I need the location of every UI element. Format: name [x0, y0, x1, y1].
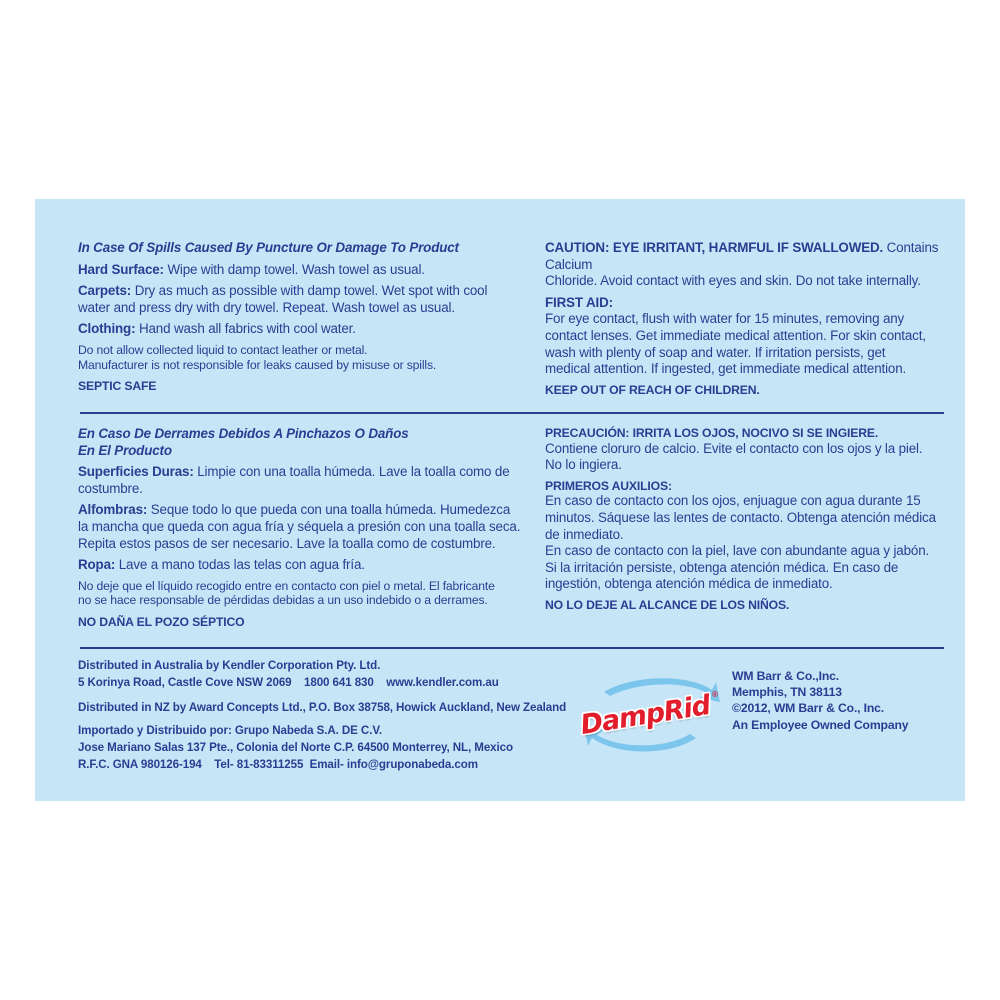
- english-hard-surface: Hard Surface: Wipe with damp towel. Wash towel as usual.: [78, 261, 425, 277]
- distribution-nz: Distributed in NZ by Award Concepts Ltd., P.O. Box 38758, Howick Auckland, New Zealand: [78, 701, 567, 714]
- spanish-first-aid-line: minutos. Sáquese las lentes de contacto. Obtenga atención médica: [545, 509, 936, 525]
- spanish-first-aid-line: ingestión, obtenga atención médica de inmediato.: [545, 576, 833, 592]
- english-note-1: Do not allow collected liquid to contact leather or metal.: [78, 342, 368, 357]
- spanish-note-1: No deje que el líquido recogido entre en contacto con piel o metal. El fabricante: [78, 578, 495, 593]
- spanish-first-aid-line: de inmediato.: [545, 526, 624, 542]
- english-first-aid-line: For eye contact, flush with water for 15 minutes, removing any: [545, 311, 905, 327]
- distribution-au: Distributed in Australia by Kendler Corporation Pty. Ltd.: [78, 659, 381, 672]
- divider-english-spanish: [80, 412, 944, 414]
- logo-registered-mark: ®: [712, 690, 718, 699]
- english-septic-safe: SEPTIC SAFE: [78, 379, 157, 394]
- english-note-2: Manufacturer is not responsible for leaks caused by misuse or spills.: [78, 357, 437, 372]
- english-first-aid-line: wash with plenty of soap and water. If irritation persists, get: [545, 344, 886, 360]
- english-caution: CAUTION: EYE IRRITANT, HARMFUL IF SWALLOWED. Contains Calcium: [545, 240, 939, 272]
- spanish-first-aid-line: En caso de contacto con la piel, lave con abundante agua y jabón.: [545, 543, 930, 559]
- spanish-carpets-line-3: Repita estos pasos de ser necesario. Lave la toalla como de costumbre.: [78, 535, 496, 551]
- spanish-keep-out: NO LO DEJE AL ALCANCE DE LOS NIÑOS.: [545, 597, 790, 612]
- company-section: [732, 668, 952, 733]
- spanish-hard-surface: Superficies Duras: Limpie con una toalla húmeda. Lave la toalla como de: [78, 464, 510, 480]
- distribution-section: [78, 657, 578, 773]
- spanish-note-2: no se hace responsable de pérdidas debidas a un uso indebido o a derrames.: [78, 593, 488, 608]
- distribution-mx: Importado y Distribuido por: Grupo Nabeda S.A. DE C.V.: [78, 724, 383, 737]
- spanish-spill-heading-2: En El Producto: [78, 442, 172, 458]
- logo-wordmark: DampRid: [578, 689, 713, 742]
- spanish-caution-line: Contiene cloruro de calcio. Evite el contacto con los ojos y la piel.: [545, 440, 923, 456]
- company-copyright: ©2012, WM Barr & Co., Inc.: [732, 701, 885, 716]
- divider-spanish-distribution: [80, 647, 944, 649]
- spanish-spill-section: [78, 426, 528, 630]
- company-city: Memphis, TN 38113: [732, 685, 842, 700]
- english-first-aid-heading: FIRST AID:: [545, 294, 613, 310]
- spanish-carpets-line-2: la mancha que queda con agua fría y séquela a presión con una toalla seca.: [78, 518, 521, 534]
- spanish-caution-heading: PRECAUCIÓN: IRRITA LOS OJOS, NOCIVO SI SE INGIERE.: [545, 426, 879, 440]
- english-clothing: Clothing: Hand wash all fabrics with cool water.: [78, 321, 356, 337]
- english-first-aid-line: medical attention. If ingested, get immediate medical attention.: [545, 361, 907, 377]
- english-spill-heading: In Case Of Spills Caused By Puncture Or Damage To Product: [78, 240, 459, 255]
- spanish-first-aid-line: En caso de contacto con los ojos, enjuague con agua durante 15: [545, 493, 921, 509]
- spanish-carpets: Alfombras: Seque todo lo que pueda con una toalla húmeda. Humedezca: [78, 502, 511, 518]
- english-caution-line-2: Chloride. Avoid contact with eyes and skin. Do not take internally.: [545, 273, 921, 289]
- spanish-hard-surface-line-2: costumbre.: [78, 480, 143, 496]
- spanish-clothing: Ropa: Lave a mano todas las telas con agua fría.: [78, 557, 365, 573]
- company-name: WM Barr & Co.,Inc.: [732, 669, 839, 683]
- english-carpets: Carpets: Dry as much as possible with damp towel. Wet spot with cool: [78, 283, 488, 299]
- spanish-caution-line: No lo ingiera.: [545, 457, 622, 473]
- spanish-caution-section: [545, 426, 955, 613]
- english-caution-section: [545, 240, 955, 397]
- english-first-aid-line: contact lenses. Get immediate medical attention. For skin contact,: [545, 327, 926, 343]
- company-tagline: An Employee Owned Company: [732, 717, 909, 732]
- distribution-mx-contact: R.F.C. GNA 980126-194 Tel- 81-83311255 Email- info@gruponabeda.com: [78, 758, 478, 771]
- spanish-first-aid-line: Si la irritación persiste, obtenga atención médica. En caso de: [545, 559, 899, 575]
- damprid-logo: [574, 672, 726, 758]
- english-carpets-line-2: water and press dry with dry towel. Repeat. Wash towel as usual.: [78, 299, 455, 315]
- distribution-mx-address: Jose Mariano Salas 137 Pte., Colonia del Norte C.P. 64500 Monterrey, NL, Mexico: [78, 741, 513, 754]
- english-spill-section: [78, 240, 518, 394]
- distribution-au-address: 5 Korinya Road, Castle Cove NSW 2069 1800 641 830 www.kendler.com.au: [78, 676, 499, 689]
- spanish-septic-safe: NO DAÑA EL POZO SÉPTICO: [78, 614, 245, 629]
- english-keep-out: KEEP OUT OF REACH OF CHILDREN.: [545, 382, 760, 397]
- spanish-spill-heading: En Caso De Derrames Debidos A Pinchazos O Daños: [78, 426, 409, 441]
- spanish-first-aid-heading: PRIMEROS AUXILIOS:: [545, 478, 672, 493]
